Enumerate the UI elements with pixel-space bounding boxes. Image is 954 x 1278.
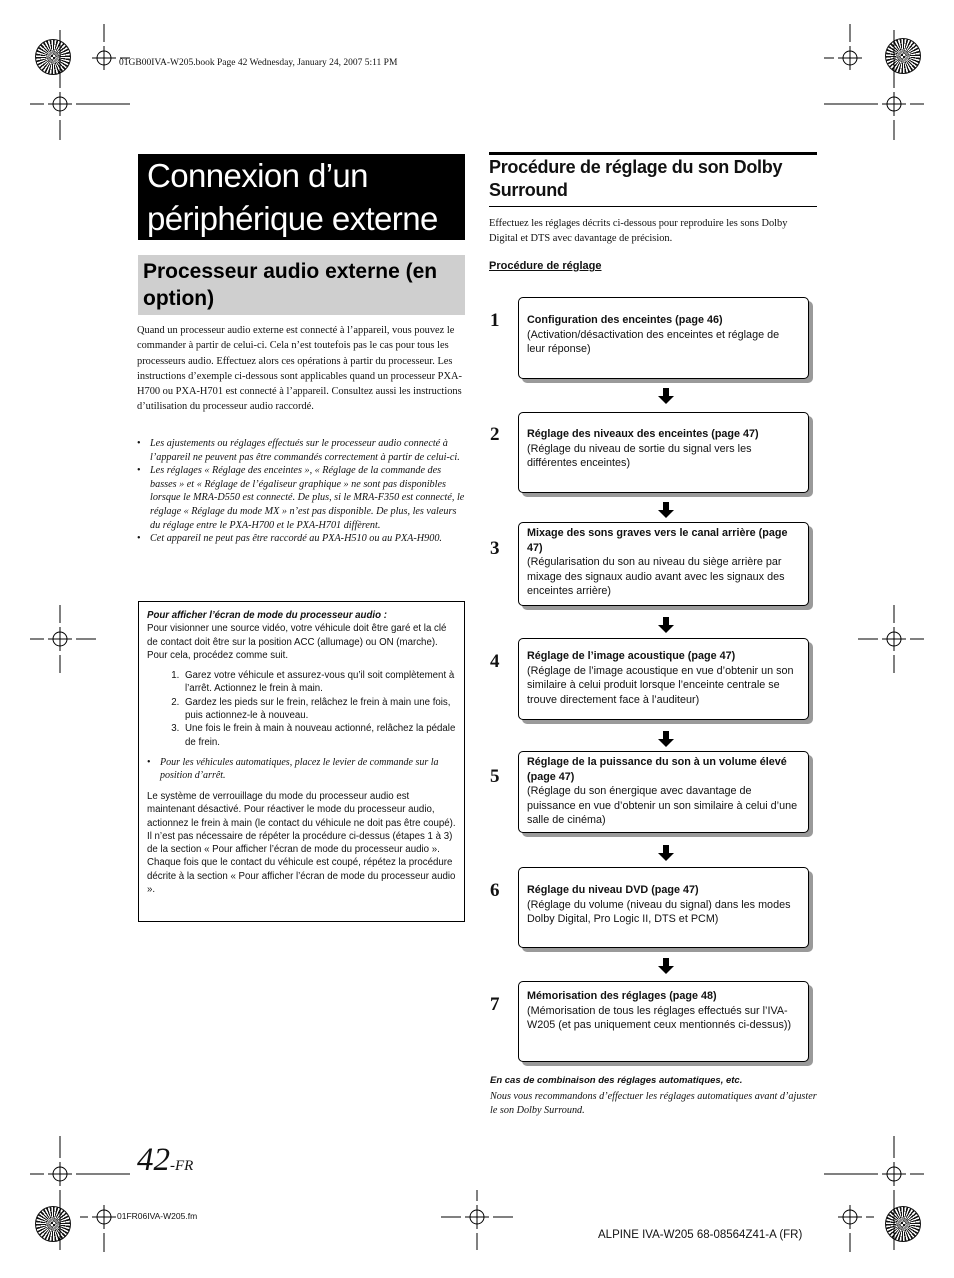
- box-paragraph: Le système de verrouillage du mode du processeur audio est maintenant désactivé. Pour réactiver le mode du processeur audio, actionnez le frein à main (le contact du véhicule ne doit pas être coupé). Il n’est pas nécessaire de répéter la procédure ci-dessus (étapes 1 à 3) de la section « Pour afficher l’écran de mode du processeur audio ».: [147, 790, 456, 856]
- step-description: (Régularisation du son au niveau du siège arrière par mixage des signaux audio avant avec les signaux des enceintes arrière): [527, 556, 785, 598]
- page-title: Connexion d’un périphérique externe: [138, 154, 465, 240]
- dolby-intro: Effectuez les réglages décrits ci-dessous pour reproduire les sons Dolby Digital et DTS avec davantage de précision.: [489, 218, 788, 245]
- arrow-down-icon: [657, 388, 675, 404]
- step-number: 1: [490, 310, 500, 331]
- box-step: 2. Gardez les pieds sur le frein, relâchez le frein à main une fois, puis actionnez-le à nouveau.: [182, 696, 456, 723]
- intro-paragraph: Quand un processeur audio externe est connecté à l’appareil, vous pouvez le commander à partir de celui-ci. Cela n’est toutefois pas le cas pour tous les processeurs audio. Effectuez alors ces opérations à partir du processeur. Les instructions d’exemple ci-dessous sont applicables quand un processeur PXA-H700 ou PXA-H701 est connecté à l’appareil. Consultez aussi les instructions d’utilisation du processeur audio raccordé.: [137, 325, 462, 413]
- step-description: (Réglage du niveau de sortie du signal vers les différentes enceintes): [527, 442, 752, 470]
- model-code: ALPINE IVA-W205 68-08564Z41-A (FR): [598, 1229, 803, 1241]
- box-step: 3. Une fois le frein à main à nouveau actionné, relâchez la pédale de frein.: [182, 722, 456, 749]
- arrow-down-icon: [657, 845, 675, 861]
- step-number: 4: [490, 651, 500, 672]
- source-file-name: 01FR06IVA-W205.fm: [117, 1211, 198, 1221]
- box-step: 1. Garez votre véhicule et assurez-vous qu’il soit complètement à l’arrêt. Actionnez le frein à main.: [182, 669, 456, 696]
- note-item: • Les réglages « Réglage des enceintes », « Réglage de la commande des basses » et « Réglage de l’égaliseur graphique » ne sont pas disponibles lorsque le MRA-D550 est connecté. De plus, si le MRA-F350 est connecté, le réglage « Réglage du mode MX » n’est pas disponible. De plus, les valeurs du réglage entre le PXA-H700 et le PXA-H701 diffèrent.: [137, 464, 465, 532]
- arrow-down-icon: [657, 502, 675, 518]
- box-steps: [147, 669, 456, 749]
- page-number: [137, 1140, 193, 1186]
- step-title: Réglage de la puissance du son à un volume élevé (page 47): [527, 756, 787, 783]
- step-box: [518, 638, 809, 720]
- box-intro: Pour visionner une source vidéo, votre véhicule doit être garé et la clé de contact doit être sur la position ACC (allumage) ou ON (marche). Pour cela, procédez comme suit.: [147, 623, 447, 661]
- step-description: (Réglage de l’image acoustique en vue d’obtenir un son similaire à celui produit lorsque l’enceinte centrale se trouve directement face à l’auditeur): [527, 664, 794, 706]
- step-title: Mémorisation des réglages (page 48): [527, 990, 717, 1002]
- section-title: Processeur audio externe (en option): [138, 255, 465, 315]
- step-description: (Réglage du son énergique avec davantage de puissance en vue d’obtenir un son similaire à celui d’une salle de cinéma): [527, 785, 798, 827]
- step-number: 5: [490, 766, 500, 787]
- step-description: (Réglage du volume (niveau du signal) dans les modes Dolby Digital, Pro Logic II, DTS et PCM): [527, 898, 791, 926]
- arrow-down-icon: [657, 731, 675, 747]
- page-language-suffix: -FR: [170, 1158, 194, 1174]
- arrow-down-icon: [657, 617, 675, 633]
- step-box: [518, 297, 809, 379]
- step-description: (Mémorisation de tous les réglages effectués sur l’IVA-W205 (et pas uniquement ceux mentionnés ci-dessus)): [527, 1004, 792, 1032]
- step-box: [518, 522, 809, 606]
- combination-note-title: En cas de combinaison des réglages automatiques, etc.: [490, 1075, 743, 1086]
- step-box: [518, 981, 809, 1062]
- step-description: (Activation/désactivation des enceintes et réglage de leur réponse): [527, 328, 780, 356]
- page-number-value: 42: [137, 1142, 170, 1178]
- print-info-header: 01GB00IVA-W205.book Page 42 Wednesday, January 24, 2007 5:11 PM: [119, 58, 398, 68]
- note-item: • Cet appareil ne peut pas être raccordé au PXA-H510 ou au PXA-H900.: [137, 532, 465, 546]
- step-number: 2: [490, 424, 500, 445]
- step-box: [518, 751, 809, 833]
- box-note: • Pour les véhicules automatiques, placez le levier de commande sur la position d’arrêt.: [147, 756, 456, 783]
- combination-note-text: Nous vous recommandons d’effectuer les réglages automatiques avant d’ajuster le son Dolby Surround.: [490, 1091, 817, 1116]
- dolby-heading: Procédure de réglage du son Dolby Surround: [489, 157, 783, 200]
- step-box: [518, 412, 809, 493]
- procedure-label: Procédure de réglage: [489, 260, 602, 272]
- note-item: • Les ajustements ou réglages effectués sur le processeur audio connecté à l’appareil ne peuvent pas être commandés correctement à partir de celui-ci.: [137, 437, 465, 464]
- step-number: 7: [490, 994, 500, 1015]
- step-title: Réglage du niveau DVD (page 47): [527, 884, 699, 896]
- step-number: 6: [490, 880, 500, 901]
- arrow-down-icon: [657, 958, 675, 974]
- heading-rule: [489, 152, 817, 155]
- notes-list: [137, 437, 465, 546]
- audio-processor-screen-box: [138, 601, 465, 922]
- step-title: Configuration des enceintes (page 46): [527, 314, 723, 326]
- step-number: 3: [490, 538, 500, 559]
- step-title: Mixage des sons graves vers le canal arrière (page 47): [527, 527, 788, 554]
- step-box: [518, 867, 809, 948]
- box-paragraph: Chaque fois que le contact du véhicule est coupé, répétez la procédure décrite à la section « Pour afficher l’écran de mode du processeur audio ».: [147, 857, 456, 896]
- step-title: Réglage des niveaux des enceintes (page 47): [527, 428, 759, 440]
- step-title: Réglage de l’image acoustique (page 47): [527, 650, 736, 662]
- box-title: Pour afficher l’écran de mode du processeur audio :: [147, 610, 387, 621]
- heading-underline: [489, 206, 817, 207]
